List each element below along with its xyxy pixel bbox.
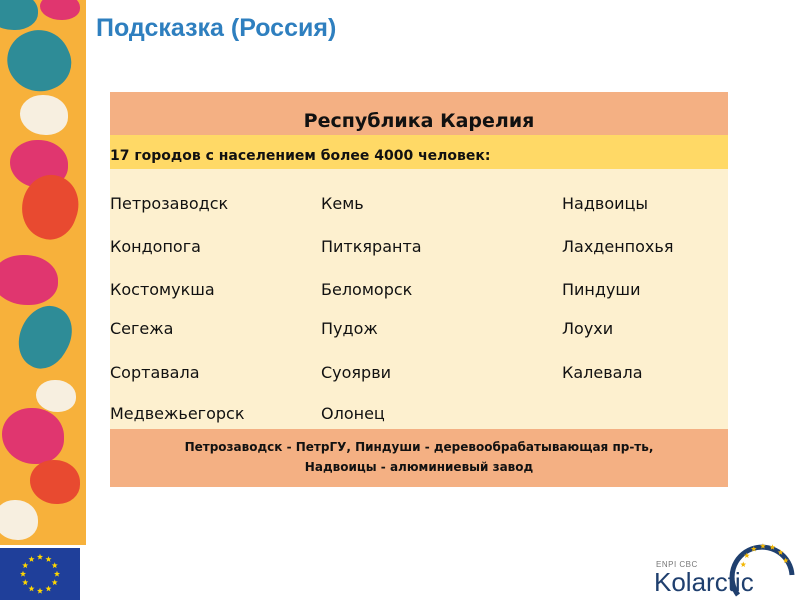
cities-table — [110, 92, 728, 487]
table-subheader-label: 17 городов с населением более 4000 человек: — [110, 148, 491, 164]
table-cell: Пудож — [321, 319, 378, 338]
page-title: Подсказка (Россия) — [96, 14, 337, 42]
table-subheader — [110, 135, 728, 169]
table-cell: Питкяранта — [321, 237, 422, 256]
kolarctic-logo-icon — [652, 535, 800, 600]
table-footer — [110, 429, 728, 487]
table-cell: Калевала — [562, 363, 643, 382]
table-cell: Лоухи — [562, 319, 614, 338]
table-cell: Петрозаводск — [110, 194, 229, 213]
table-cell: Сортавала — [110, 363, 200, 382]
table-cell: Костомукша — [110, 280, 215, 299]
table-cell: Сегежа — [110, 319, 174, 338]
table-cell: Олонец — [321, 404, 385, 423]
table-cell: Суоярви — [321, 363, 392, 382]
table-cell: Пиндуши — [562, 280, 641, 299]
logo-name-label: Kolarctic — [654, 567, 754, 597]
table-cell: Кемь — [321, 194, 364, 213]
table-cell: Надвоицы — [562, 194, 649, 213]
table-footer-line: Надвоицы - алюминиевый завод — [304, 460, 534, 474]
decorative-strip — [0, 0, 86, 545]
table-cell: Кондопога — [110, 237, 201, 256]
table-cell: Медвежьегорск — [110, 404, 245, 423]
table-footer-line: Петрозаводск - ПетрГУ, Пиндуши - деревообрабатывающая пр-ть, — [184, 440, 654, 454]
table-cell: Беломорск — [321, 280, 413, 299]
table-header-label: Республика Карелия — [303, 110, 535, 132]
table-header — [110, 92, 728, 135]
table-cell: Лахденпохья — [562, 237, 674, 256]
eu-flag-icon — [0, 548, 80, 600]
logo-program-label: ENPI CBC — [656, 560, 698, 569]
